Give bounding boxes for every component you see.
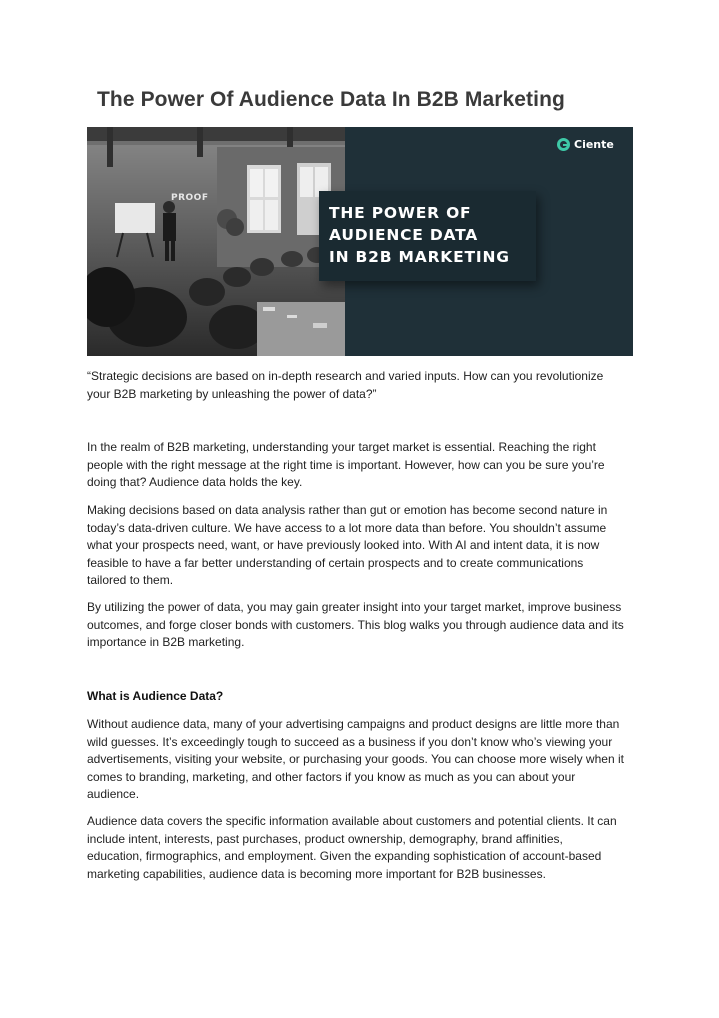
paragraph-2 — [87, 502, 642, 590]
ciente-logo-icon — [557, 138, 570, 151]
section-heading: What is Audience Data? — [87, 689, 224, 703]
conference-photo — [87, 127, 347, 356]
text-line: tailored to them. — [87, 573, 174, 588]
text-line: feasible to have a far better understanding of certain prospects and to create communications — [87, 555, 584, 570]
text-line: “Strategic decisions are based on in-depth research and varied inputs. How can you revolutionize — [87, 369, 604, 383]
hero-banner-image — [87, 127, 633, 356]
text-line: include intent, interests, past purchases, product ownership, demography, brand affinities, — [87, 831, 563, 846]
logo-text: Ciente — [574, 137, 614, 151]
text-line: By utilizing the power of data, you may gain greater insight into your target market, improve business — [87, 600, 622, 614]
text-line: education, firmographics, and employment. Given the expanding sophistication of account-based — [87, 849, 602, 864]
headline-line: AUDIENCE DATA — [329, 226, 479, 244]
paragraph-3 — [87, 599, 642, 652]
headline-line: THE POWER OF — [329, 204, 472, 222]
headline-line: IN B2B MARKETING — [329, 248, 510, 266]
intro-quote — [87, 368, 642, 403]
paragraph-4 — [87, 716, 642, 804]
text-line: audience. — [87, 787, 140, 802]
text-line: Audience data covers the specific information available about customers and potential clients. It can — [87, 814, 617, 828]
photo-sign-text: PROOF — [171, 193, 209, 203]
text-line: Without audience data, many of your advertising campaigns and product designs are little more than — [87, 717, 620, 731]
text-line: outcomes, and forge closer bonds with customers. This blog walks you through audience data and its — [87, 617, 624, 632]
text-line: advertisements, visiting your website, or purchasing your goods. You can choose more wisely when it — [87, 752, 624, 767]
ciente-logo — [557, 135, 614, 153]
page-title: The Power Of Audience Data In B2B Marketing — [97, 88, 565, 111]
text-line: importance in B2B marketing. — [87, 635, 245, 650]
text-line: In the realm of B2B marketing, understanding your target market is essential. Reaching the right — [87, 440, 596, 454]
text-line: doing that? Audience data holds the key. — [87, 475, 303, 490]
paragraph-1 — [87, 439, 642, 492]
banner-headline — [319, 191, 536, 281]
text-line: marketing capabilities, audience data is becoming more important for B2B businesses. — [87, 866, 546, 881]
text-line: wild guesses. It’s exceedingly tough to succeed as a business if you don’t know who’s viewing your — [87, 734, 613, 749]
text-line: comes to branding, marketing, and other factors if you know as much as you can about your — [87, 769, 576, 784]
text-line: what your prospects need, want, or have previously looked into. With AI and intent data, it is now — [87, 538, 600, 553]
text-line: today’s data-driven culture. We have access to a lot more data than before. You shouldn’t assume — [87, 520, 607, 535]
text-line: your B2B marketing by unleashing the power of data?” — [87, 386, 377, 401]
text-line: Making decisions based on data analysis rather than gut or emotion has become second nature in — [87, 503, 608, 517]
paragraph-5 — [87, 813, 642, 883]
text-line: people with the right message at the right time is important. However, how can you be sure you’re — [87, 457, 605, 472]
